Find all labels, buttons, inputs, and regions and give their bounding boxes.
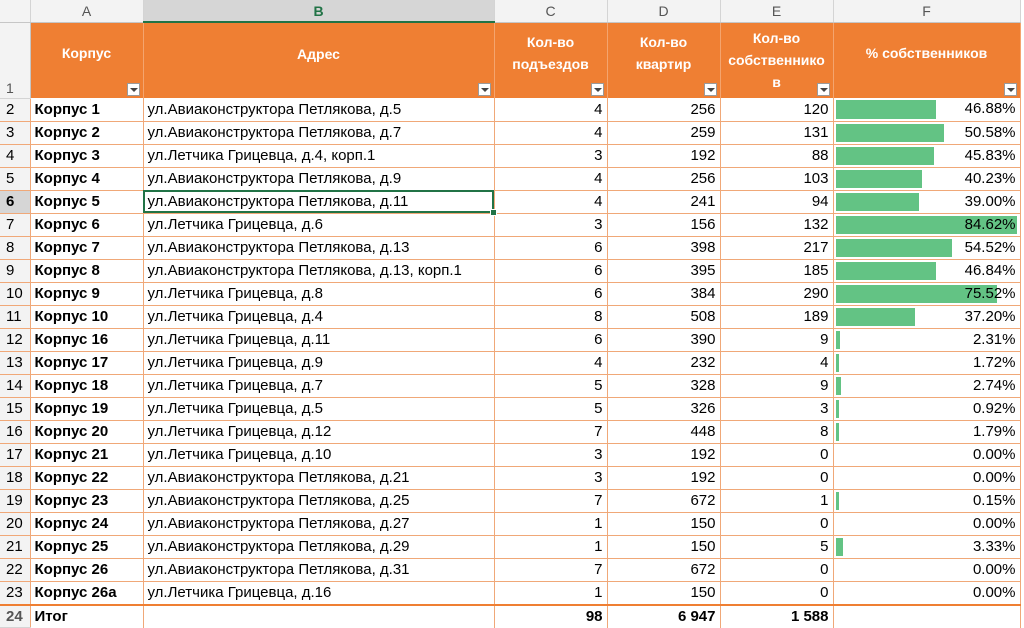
percent-value: 0.15%: [972, 491, 1016, 509]
percent-value: 0.00%: [972, 560, 1016, 578]
cell-address[interactable]: ул.Авиаконструктора Петлякова, д.9: [143, 167, 494, 190]
cell-entrances[interactable]: 3: [494, 443, 607, 466]
percent-value: 50.58%: [964, 123, 1016, 141]
cell-korpus[interactable]: Корпус 2: [30, 121, 143, 144]
table-row: [0, 535, 1020, 558]
filter-dropdown-icon[interactable]: [478, 83, 491, 96]
filter-dropdown-icon[interactable]: [704, 83, 717, 96]
percent-value: 37.20%: [964, 307, 1016, 325]
row-number[interactable]: 11: [0, 305, 30, 328]
cell-owners[interactable]: 88: [720, 144, 833, 167]
cell-address[interactable]: ул.Летчика Грицевца, д.4, корп.1: [143, 144, 494, 167]
header-address-label: Адрес: [297, 45, 340, 62]
table-row: [0, 98, 1020, 121]
cell-apartments[interactable]: 256: [607, 167, 720, 190]
table-row: [0, 351, 1020, 374]
cell-percent[interactable]: [833, 259, 1020, 282]
cell-entrances[interactable]: 6: [494, 259, 607, 282]
percent-value: 46.88%: [964, 100, 1016, 118]
cell-entrances[interactable]: 7: [494, 489, 607, 512]
cell-apartments[interactable]: 156: [607, 213, 720, 236]
cell-address[interactable]: ул.Летчика Грицевца, д.8: [143, 282, 494, 305]
row-number[interactable]: 3: [0, 121, 30, 144]
row-number[interactable]: 24: [0, 605, 30, 628]
cell-apartments[interactable]: 259: [607, 121, 720, 144]
cell-apartments[interactable]: 384: [607, 282, 720, 305]
cell-apartments[interactable]: 150: [607, 581, 720, 605]
column-header-c[interactable]: C: [494, 0, 607, 22]
cell-apartments[interactable]: 398: [607, 236, 720, 259]
filter-dropdown-icon[interactable]: [591, 83, 604, 96]
cell-korpus[interactable]: Корпус 6: [30, 213, 143, 236]
cell-address[interactable]: ул.Летчика Грицевца, д.10: [143, 443, 494, 466]
cell-percent[interactable]: [833, 558, 1020, 581]
cell-entrances[interactable]: 1: [494, 581, 607, 605]
cell-korpus[interactable]: Корпус 4: [30, 167, 143, 190]
cell-entrances[interactable]: 4: [494, 167, 607, 190]
cell-percent[interactable]: [833, 512, 1020, 535]
percent-value: 1.79%: [972, 422, 1016, 440]
cell-apartments[interactable]: 672: [607, 489, 720, 512]
row-number[interactable]: 8: [0, 236, 30, 259]
row-number[interactable]: 17: [0, 443, 30, 466]
percent-value: 0.00%: [972, 445, 1016, 463]
header-address: [143, 22, 494, 98]
cell-percent[interactable]: [833, 305, 1020, 328]
cell-owners[interactable]: 9: [720, 374, 833, 397]
cell-address[interactable]: ул.Летчика Грицевца, д.4: [143, 305, 494, 328]
table-row: [0, 374, 1020, 397]
header-apartments: [607, 22, 720, 98]
column-header-f[interactable]: F: [833, 0, 1020, 22]
cell-owners[interactable]: 8: [720, 420, 833, 443]
cell-korpus[interactable]: Корпус 3: [30, 144, 143, 167]
cell-owners[interactable]: 5: [720, 535, 833, 558]
cell-address[interactable]: ул.Летчика Грицевца, д.11: [143, 328, 494, 351]
cell-apartments[interactable]: 395: [607, 259, 720, 282]
total-label[interactable]: Итог: [30, 605, 143, 628]
cell-apartments[interactable]: 150: [607, 512, 720, 535]
cell-entrances[interactable]: 7: [494, 420, 607, 443]
header-percent: [833, 22, 1020, 98]
table-row: [0, 213, 1020, 236]
cell-owners[interactable]: 0: [720, 443, 833, 466]
header-entrances: [494, 22, 607, 98]
cell-apartments[interactable]: 672: [607, 558, 720, 581]
table-row: [0, 305, 1020, 328]
cell-address[interactable]: ул.Авиаконструктора Петлякова, д.5: [143, 98, 494, 121]
row-number[interactable]: 22: [0, 558, 30, 581]
total-address-cell[interactable]: [143, 605, 494, 628]
percent-value: 75.52%: [964, 284, 1016, 302]
cell-percent[interactable]: [833, 443, 1020, 466]
select-all-corner[interactable]: [0, 0, 30, 22]
cell-percent[interactable]: [833, 167, 1020, 190]
table-row: [0, 443, 1020, 466]
cell-apartments[interactable]: 192: [607, 466, 720, 489]
table-row: [0, 466, 1020, 489]
cell-entrances[interactable]: 7: [494, 558, 607, 581]
cell-korpus[interactable]: Корпус 23: [30, 489, 143, 512]
header-apartments-line2: квартир: [635, 56, 692, 73]
cell-percent[interactable]: [833, 535, 1020, 558]
table-row: [0, 489, 1020, 512]
cell-address[interactable]: ул.Авиаконструктора Петлякова, д.11: [143, 190, 494, 213]
table-row: [0, 121, 1020, 144]
filter-dropdown-icon[interactable]: [1004, 83, 1017, 96]
total-owners[interactable]: 1 588: [720, 605, 833, 628]
column-header-a[interactable]: A: [30, 0, 143, 22]
total-row: [0, 605, 1020, 628]
cell-apartments[interactable]: 326: [607, 397, 720, 420]
table-row: [0, 420, 1020, 443]
header-entrances-line2: подъездов: [512, 56, 589, 73]
cell-percent[interactable]: [833, 282, 1020, 305]
column-header-strip: [0, 0, 1020, 22]
table-row: [0, 259, 1020, 282]
table-header-row: [0, 22, 1020, 98]
row-number[interactable]: 14: [0, 374, 30, 397]
total-percent-cell[interactable]: [833, 605, 1020, 628]
header-entrances-line1: Кол-во: [526, 34, 575, 51]
cell-owners[interactable]: 1: [720, 489, 833, 512]
header-owners-line1: Кол-во: [752, 30, 801, 47]
cell-apartments[interactable]: 192: [607, 144, 720, 167]
percent-value: 40.23%: [964, 169, 1016, 187]
cell-percent[interactable]: [833, 466, 1020, 489]
percent-value: 2.74%: [972, 376, 1016, 394]
percent-value: 54.52%: [964, 238, 1016, 256]
cell-owners[interactable]: 0: [720, 558, 833, 581]
cell-percent[interactable]: [833, 190, 1020, 213]
cell-percent[interactable]: [833, 397, 1020, 420]
cell-korpus[interactable]: Корпус 24: [30, 512, 143, 535]
cell-entrances[interactable]: 4: [494, 121, 607, 144]
percent-value: 0.00%: [972, 583, 1016, 601]
cell-owners[interactable]: 131: [720, 121, 833, 144]
cell-entrances[interactable]: 1: [494, 535, 607, 558]
cell-entrances[interactable]: 3: [494, 144, 607, 167]
total-entrances[interactable]: 98: [494, 605, 607, 628]
cell-percent[interactable]: [833, 144, 1020, 167]
cell-owners[interactable]: 0: [720, 466, 833, 489]
cell-korpus[interactable]: Корпус 18: [30, 374, 143, 397]
column-header-b[interactable]: B: [143, 0, 494, 22]
table-row: [0, 512, 1020, 535]
percent-value: 84.62%: [964, 215, 1016, 233]
cell-address[interactable]: ул.Авиаконструктора Петлякова, д.29: [143, 535, 494, 558]
cell-korpus[interactable]: Корпус 26: [30, 558, 143, 581]
cell-entrances[interactable]: 1: [494, 512, 607, 535]
fill-handle[interactable]: [490, 209, 497, 216]
column-header-e[interactable]: E: [720, 0, 833, 22]
percent-value: 2.31%: [972, 330, 1016, 348]
cell-korpus[interactable]: Корпус 5: [30, 190, 143, 213]
cell-entrances[interactable]: 8: [494, 305, 607, 328]
cell-percent[interactable]: [833, 581, 1020, 605]
cell-address[interactable]: ул.Авиаконструктора Петлякова, д.13, корп.1: [143, 259, 494, 282]
cell-korpus[interactable]: Корпус 17: [30, 351, 143, 374]
row-number[interactable]: 5: [0, 167, 30, 190]
cell-owners[interactable]: 217: [720, 236, 833, 259]
row-number[interactable]: 18: [0, 466, 30, 489]
cell-percent[interactable]: [833, 351, 1020, 374]
cell-apartments[interactable]: 256: [607, 98, 720, 121]
cell-korpus[interactable]: Корпус 19: [30, 397, 143, 420]
cell-address[interactable]: ул.Авиаконструктора Петлякова, д.31: [143, 558, 494, 581]
cell-percent[interactable]: [833, 489, 1020, 512]
row-number[interactable]: 16: [0, 420, 30, 443]
column-header-d[interactable]: D: [607, 0, 720, 22]
cell-entrances[interactable]: 6: [494, 328, 607, 351]
cell-percent[interactable]: [833, 374, 1020, 397]
row-number[interactable]: 21: [0, 535, 30, 558]
cell-address[interactable]: ул.Авиаконструктора Петлякова, д.7: [143, 121, 494, 144]
cell-apartments[interactable]: 150: [607, 535, 720, 558]
cell-address[interactable]: ул.Летчика Грицевца, д.5: [143, 397, 494, 420]
cell-percent[interactable]: [833, 213, 1020, 236]
cell-address[interactable]: ул.Авиаконструктора Петлякова, д.13: [143, 236, 494, 259]
cell-percent[interactable]: [833, 98, 1020, 121]
total-apartments[interactable]: 6 947: [607, 605, 720, 628]
cell-address[interactable]: ул.Летчика Грицевца, д.9: [143, 351, 494, 374]
header-korpus: [30, 22, 143, 98]
cell-percent[interactable]: [833, 236, 1020, 259]
row-number[interactable]: 1: [0, 22, 30, 98]
cell-entrances[interactable]: 5: [494, 374, 607, 397]
cell-owners[interactable]: 0: [720, 512, 833, 535]
cell-percent[interactable]: [833, 420, 1020, 443]
cell-apartments[interactable]: 508: [607, 305, 720, 328]
row-number[interactable]: 10: [0, 282, 30, 305]
cell-apartments[interactable]: 390: [607, 328, 720, 351]
cell-entrances[interactable]: 3: [494, 213, 607, 236]
row-number[interactable]: 9: [0, 259, 30, 282]
table-row: [0, 167, 1020, 190]
cell-korpus[interactable]: Корпус 7: [30, 236, 143, 259]
table-row: [0, 328, 1020, 351]
cell-apartments[interactable]: 192: [607, 443, 720, 466]
cell-korpus[interactable]: Корпус 22: [30, 466, 143, 489]
percent-value: 0.92%: [972, 399, 1016, 417]
row-number[interactable]: 6: [0, 190, 30, 213]
percent-value: 46.84%: [964, 261, 1016, 279]
percent-value: 3.33%: [972, 537, 1016, 555]
cell-owners[interactable]: 9: [720, 328, 833, 351]
cell-owners[interactable]: 132: [720, 213, 833, 236]
cell-apartments[interactable]: 232: [607, 351, 720, 374]
cell-owners[interactable]: 3: [720, 397, 833, 420]
cell-owners[interactable]: 189: [720, 305, 833, 328]
cell-owners[interactable]: 290: [720, 282, 833, 305]
row-number[interactable]: 20: [0, 512, 30, 535]
cell-entrances[interactable]: 4: [494, 190, 607, 213]
cell-korpus[interactable]: Корпус 25: [30, 535, 143, 558]
row-number[interactable]: 23: [0, 581, 30, 605]
cell-owners[interactable]: 120: [720, 98, 833, 121]
cell-korpus[interactable]: Корпус 26а: [30, 581, 143, 605]
row-number[interactable]: 12: [0, 328, 30, 351]
cell-apartments[interactable]: 448: [607, 420, 720, 443]
cell-owners[interactable]: 94: [720, 190, 833, 213]
cell-address[interactable]: ул.Авиаконструктора Петлякова, д.27: [143, 512, 494, 535]
cell-percent[interactable]: [833, 328, 1020, 351]
header-apartments-line1: Кол-во: [639, 34, 688, 51]
header-owners-line2: собственнико: [728, 52, 825, 69]
table-row: [0, 144, 1020, 167]
header-owners: [720, 22, 833, 98]
cell-entrances[interactable]: 6: [494, 282, 607, 305]
filter-dropdown-icon[interactable]: [817, 83, 830, 96]
cell-korpus[interactable]: Корпус 21: [30, 443, 143, 466]
cell-percent[interactable]: [833, 121, 1020, 144]
percent-value: 45.83%: [964, 146, 1016, 164]
cell-owners[interactable]: 0: [720, 581, 833, 605]
cell-entrances[interactable]: 4: [494, 351, 607, 374]
cell-address[interactable]: ул.Авиаконструктора Петлякова, д.25: [143, 489, 494, 512]
cell-address[interactable]: ул.Летчика Грицевца, д.6: [143, 213, 494, 236]
cell-owners[interactable]: 103: [720, 167, 833, 190]
row-number[interactable]: 7: [0, 213, 30, 236]
row-number[interactable]: 13: [0, 351, 30, 374]
table-row: [0, 558, 1020, 581]
table-row: [0, 236, 1020, 259]
header-percent-label: % собственников: [865, 45, 988, 62]
percent-value: 1.72%: [972, 353, 1016, 371]
row-number[interactable]: 4: [0, 144, 30, 167]
cell-address[interactable]: ул.Летчика Грицевца, д.7: [143, 374, 494, 397]
cell-entrances[interactable]: 4: [494, 98, 607, 121]
cell-apartments[interactable]: 241: [607, 190, 720, 213]
table-row: [0, 397, 1020, 420]
cell-korpus[interactable]: Корпус 20: [30, 420, 143, 443]
cell-address[interactable]: ул.Авиаконструктора Петлякова, д.21: [143, 466, 494, 489]
table-row: [0, 190, 1020, 213]
filter-dropdown-icon[interactable]: [127, 83, 140, 96]
cell-address[interactable]: ул.Летчика Грицевца, д.16: [143, 581, 494, 605]
cell-korpus[interactable]: Корпус 1: [30, 98, 143, 121]
cell-korpus[interactable]: Корпус 10: [30, 305, 143, 328]
cell-address[interactable]: ул.Летчика Грицевца, д.12: [143, 420, 494, 443]
cell-korpus[interactable]: Корпус 16: [30, 328, 143, 351]
percent-value: 0.00%: [972, 468, 1016, 486]
cell-korpus[interactable]: Корпус 8: [30, 259, 143, 282]
row-number[interactable]: 2: [0, 98, 30, 121]
row-number[interactable]: 15: [0, 397, 30, 420]
header-korpus-label: Корпус: [61, 45, 112, 62]
table-row: [0, 581, 1020, 605]
header-owners-line3: в: [772, 74, 781, 91]
cell-korpus[interactable]: Корпус 9: [30, 282, 143, 305]
percent-value: 0.00%: [972, 514, 1016, 532]
table-row: [0, 282, 1020, 305]
cell-entrances[interactable]: 3: [494, 466, 607, 489]
percent-value: 39.00%: [964, 192, 1016, 210]
cell-entrances[interactable]: 6: [494, 236, 607, 259]
cell-apartments[interactable]: 328: [607, 374, 720, 397]
cell-owners[interactable]: 185: [720, 259, 833, 282]
row-number[interactable]: 19: [0, 489, 30, 512]
cell-entrances[interactable]: 5: [494, 397, 607, 420]
cell-owners[interactable]: 4: [720, 351, 833, 374]
